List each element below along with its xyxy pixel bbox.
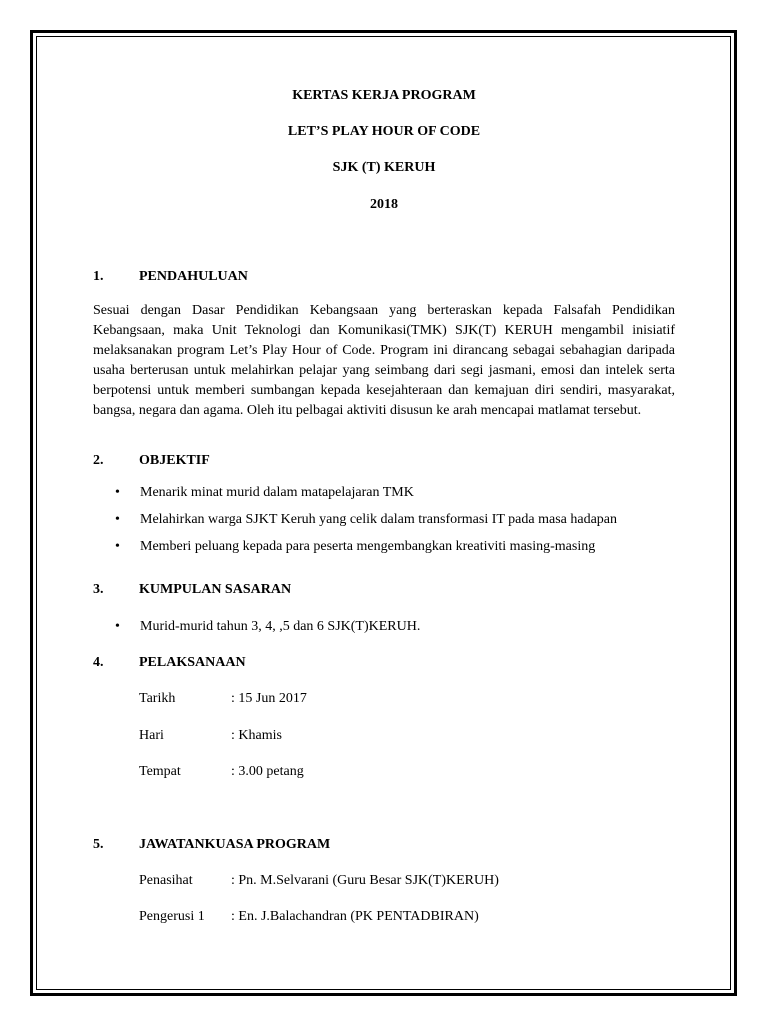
bullet-icon: • — [115, 485, 120, 500]
field-label: Tempat — [139, 764, 181, 779]
field-label: Pengerusi 1 — [139, 909, 205, 924]
field-value: : 15 Jun 2017 — [231, 691, 307, 706]
section-title: PENDAHULUAN — [139, 269, 248, 284]
field-value: : En. J.Balachandran (PK PENTADBIRAN) — [231, 909, 479, 924]
objective-text: Memberi peluang kepada para peserta mengembangkan kreativiti masing-masing — [140, 539, 596, 554]
field-label: Hari — [139, 728, 164, 743]
document-year: 2018 — [370, 197, 398, 212]
objective-item — [115, 539, 595, 555]
section-title: OBJEKTIF — [139, 453, 210, 468]
program-title: LET’S PLAY HOUR OF CODE — [287, 124, 481, 139]
section-number: 5. — [93, 837, 104, 852]
implementation-row-date — [139, 691, 307, 707]
section-title: JAWATANKUASA PROGRAM — [139, 837, 331, 852]
bullet-icon: • — [115, 539, 120, 554]
objective-item — [115, 485, 414, 501]
field-value: : Pn. M.Selvarani (Guru Besar SJK(T)KERUH) — [231, 873, 499, 888]
school-name: SJK (T) KERUH — [332, 160, 436, 175]
section-title: KUMPULAN SASARAN — [139, 582, 292, 597]
intro-paragraph: Sesuai dengan Dasar Pendidikan Kebangsaan yang berteraskan kepada Falsafah Pendidikan Kebangsaan, maka Unit Teknologi dan Komunikasi(TMK) SJK(T) KERUH mengambil inisiatif melaksanakan program Let’s Play Hour of Code. Program ini dirancang sebagai sebahagian daripada usaha berterusan untuk melahirkan pelajar yang seimbang dari segi jasmani, emosi dan intelek serta berpotensi untuk memberi sumbangan kepada kesejahteraan dan kemajuan diri sendiri, masyarakat, bangsa, negara dan agama. Oleh itu pelbagai aktiviti disusun ke arah mencapai matlamat tersebut. — [93, 303, 675, 418]
implementation-row-day — [139, 728, 282, 744]
section-number: 2. — [93, 453, 104, 468]
field-label: Tarikh — [139, 691, 176, 706]
bullet-icon: • — [115, 512, 120, 527]
implementation-row-place — [139, 764, 304, 780]
section-number: 3. — [93, 582, 104, 597]
section-number: 4. — [93, 655, 104, 670]
committee-row-advisor — [139, 873, 499, 889]
target-group-item — [115, 619, 420, 635]
section-number: 1. — [93, 269, 104, 284]
section-heading-4 — [93, 655, 246, 671]
section-title: PELAKSANAAN — [139, 655, 246, 670]
section-heading-1 — [93, 269, 248, 285]
field-value: : 3.00 petang — [231, 764, 304, 779]
objective-item — [115, 512, 617, 528]
document-title: KERTAS KERJA PROGRAM — [292, 88, 476, 103]
objective-text: Menarik minat murid dalam matapelajaran TMK — [140, 485, 414, 500]
section-heading-2 — [93, 453, 210, 469]
bullet-icon: • — [115, 619, 120, 634]
committee-row-chair — [139, 909, 479, 925]
section-heading-5 — [93, 837, 330, 853]
field-label: Penasihat — [139, 873, 193, 888]
target-group-text: Murid-murid tahun 3, 4, ,5 dan 6 SJK(T)KERUH. — [140, 619, 421, 634]
section-heading-3 — [93, 582, 291, 598]
field-value: : Khamis — [231, 728, 282, 743]
objective-text: Melahirkan warga SJKT Keruh yang celik dalam transformasi IT pada masa hadapan — [140, 512, 618, 527]
